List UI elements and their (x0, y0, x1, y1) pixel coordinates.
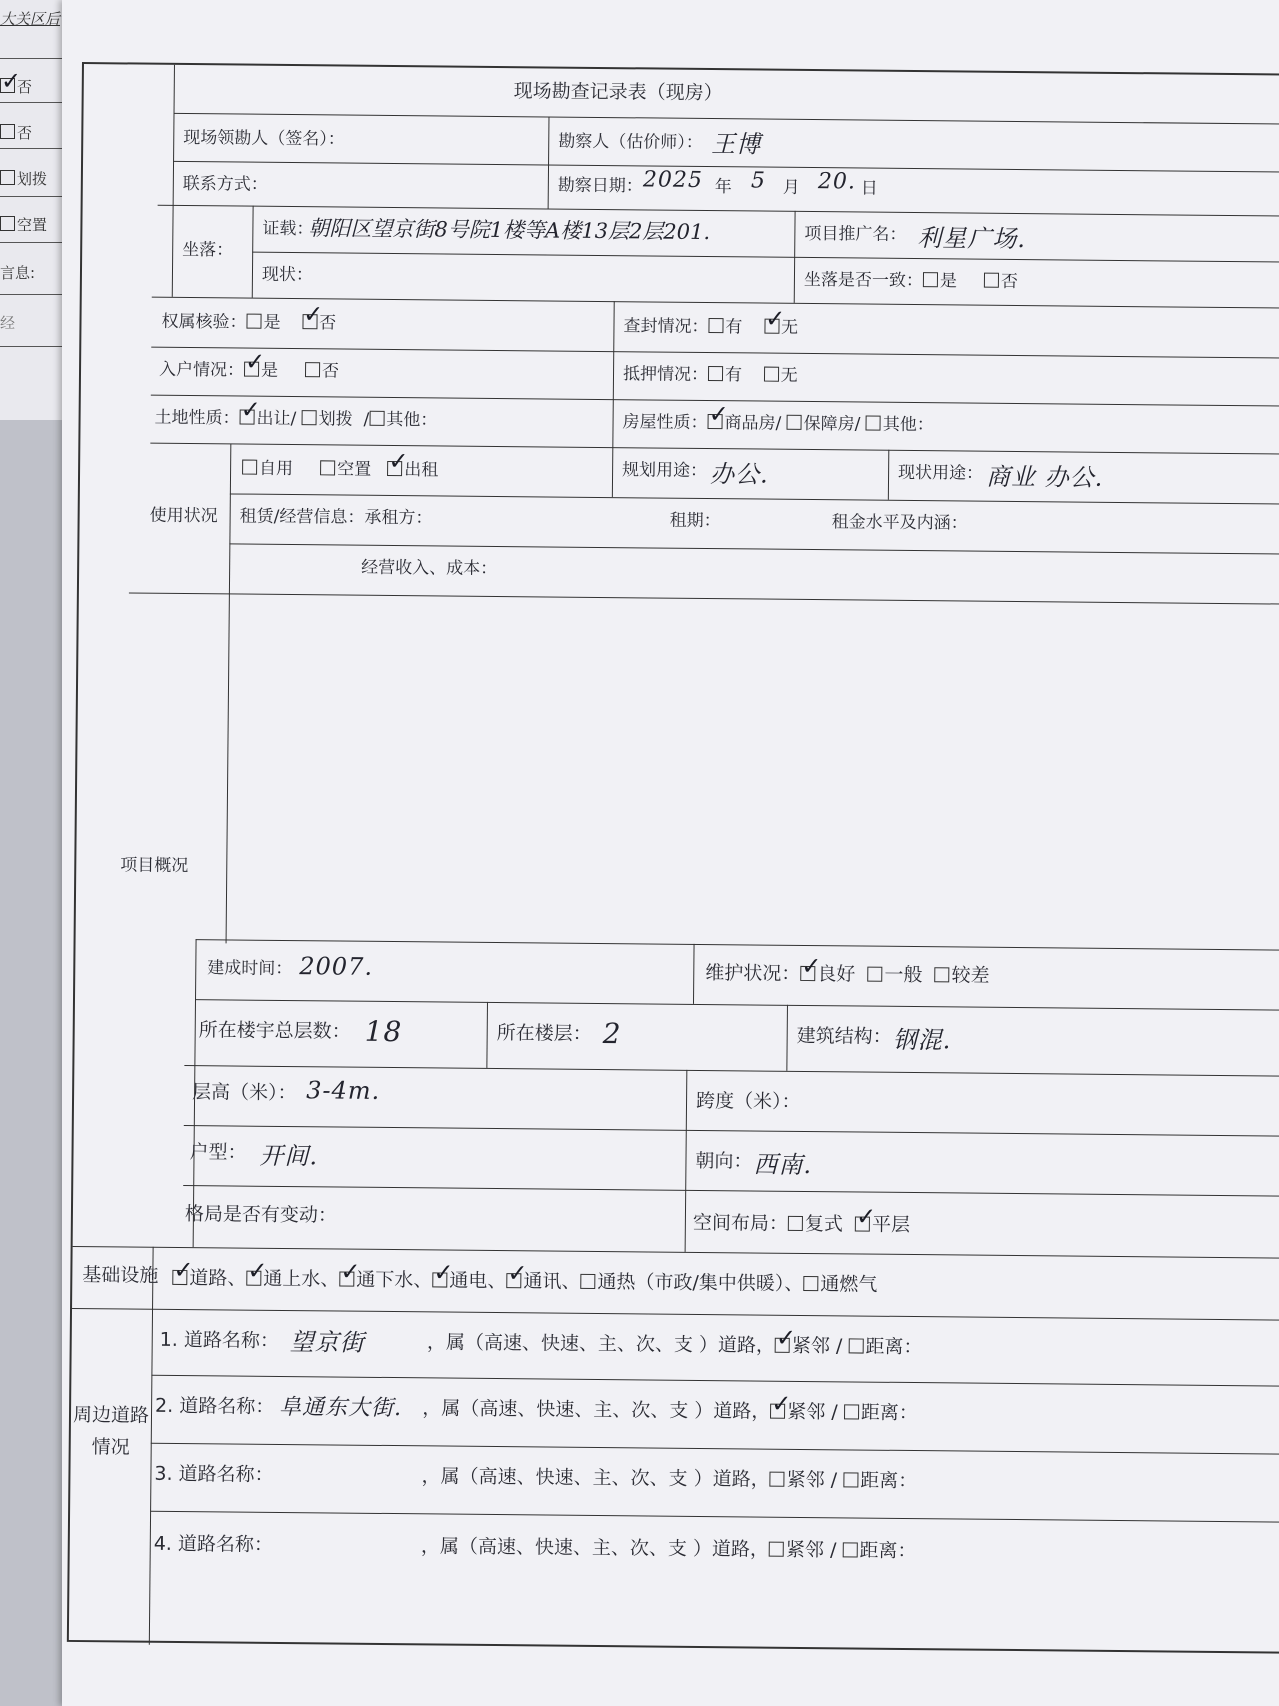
project-name: 利星广场. (917, 224, 1027, 254)
form-title: 现场勘查记录表（现房） (513, 80, 723, 105)
total-floors: 18 (364, 1014, 403, 1049)
cert-address: 朝阳区望京街8号院1楼等A楼13层2层201. (308, 216, 711, 245)
span-label: 跨度（米）： (695, 1089, 801, 1113)
entry-status: 入户情况：✓ 是 否 (159, 359, 339, 383)
income-cost-label: 经营收入、成本： (361, 557, 498, 580)
underlay-row: 空置 (0, 214, 47, 235)
divider (0, 58, 70, 59)
divider (0, 346, 70, 347)
current-use: 商业 办公. (985, 462, 1104, 492)
layout-change-label: 格局是否有变动： (184, 1203, 338, 1227)
space-layout: 空间布局： 复式 ✓ 平层 (693, 1212, 910, 1236)
project-name-label: 项目推广名： (804, 223, 907, 245)
planned-use: 办公. (709, 460, 769, 489)
surveyor-label: 勘察人（估价师）： (558, 131, 703, 153)
floor-label: 所在楼层： (496, 1022, 592, 1045)
divider (0, 196, 70, 197)
survey-form (67, 62, 1279, 1654)
underlay-row: 言息: (0, 264, 36, 282)
roads-label-1: 周边道路 (72, 1403, 150, 1427)
current-location-label: 现状： (261, 264, 314, 286)
floor-height: 3-4m. (306, 1076, 381, 1105)
planned-use-label: 规划用途： (622, 460, 708, 482)
roads-label-2: 情况 (91, 1436, 130, 1459)
survey-date: 勘察日期： (557, 175, 643, 197)
current-use-label: 现状用途： (897, 462, 984, 484)
maintenance-status: 维护状况：✓ 良好 一般 较差 (705, 962, 989, 987)
lease-label: 租赁/经营信息：承租方： (239, 506, 433, 529)
underlay-row: 划拨 (0, 168, 47, 189)
road-row: 2. 道路名称： ，属（高速、快速、主、次、支 ）道路，✓ 紧邻 / 距离： (155, 1395, 918, 1424)
infrastructure-options: ✓ 道路、✓ 通上水、✓ 通下水、✓ 通电、✓ 通讯、 通热（市政/集中供暖）、 通燃气 (172, 1267, 877, 1296)
survey-date-year: 2025 (642, 167, 704, 193)
usage-label: 使用状况 (149, 505, 218, 527)
location-consistency: 坐落是否一致： 是 否 (803, 269, 1019, 292)
divider (0, 102, 70, 103)
survey-date-month-unit: 月 (782, 177, 800, 198)
form-paper (62, 0, 1279, 1706)
floor-height-label: 层高（米）： (192, 1081, 297, 1105)
project-overview-label: 项目概况 (120, 855, 189, 877)
divider (0, 294, 70, 295)
location-label: 坐落： (182, 239, 234, 261)
underlay-row: 否 (0, 122, 32, 143)
leader-label: 现场领勘人（签名）： (183, 127, 345, 150)
lease-term-label: 租期： (669, 510, 721, 532)
road-name: 阜通东大街. (278, 1394, 403, 1422)
road-row: 1. 道路名称： ，属（高速、快速、主、次、支 ）道路，✓ 紧邻 / 距离： (160, 1329, 923, 1358)
divider (0, 148, 70, 149)
survey-date-day-unit: 日 (860, 178, 878, 199)
underlay-header: 大关区后 (0, 10, 61, 28)
house-nature: 房屋性质：✓ 商品房/ 保障房/ 其他： (622, 411, 933, 436)
structure: 钢混. (892, 1025, 952, 1055)
land-nature: 土地性质：✓ 出让/ 划拨 / 其他： (154, 407, 437, 432)
cert-label: 证载： (262, 218, 314, 240)
survey-date-year-unit: 年 (714, 177, 732, 198)
survey-date-day: 20. (817, 169, 857, 195)
survey-date-month: 5 (750, 168, 767, 194)
mortgage-status: 抵押情况： 有 无 (622, 364, 798, 386)
built-year: 2007. (299, 952, 374, 981)
seizure-status: 查封情况： 有 ✓ 无 (623, 315, 798, 339)
total-floors-label: 所在楼宇总层数： (198, 1019, 351, 1043)
built-year-label: 建成时间： (207, 958, 293, 980)
divider (0, 242, 70, 243)
facing-label: 朝向： (695, 1149, 753, 1173)
facing: 西南. (753, 1150, 813, 1180)
road-row: 3. 道路名称： ，属（高速、快速、主、次、支 ）道路， 紧邻 / 距离： (154, 1462, 918, 1493)
infrastructure-label: 基础设施 (82, 1264, 159, 1287)
unit-layout: 开间. (259, 1141, 319, 1171)
unit-layout-label: 户型： (189, 1141, 247, 1164)
underlay-row: ✓否 (0, 76, 32, 97)
road-row: 4. 道路名称： ，属（高速、快速、主、次、支 ）道路， 紧邻 / 距离： (153, 1532, 917, 1563)
surveyor-signature: 王博 (711, 130, 762, 159)
underlay-row: 经 (0, 314, 16, 332)
road-name: 望京街 (289, 1328, 365, 1357)
floor: 2 (602, 1017, 622, 1051)
ownership-check: 权属核验： 是 ✓ 否 (161, 311, 336, 335)
structure-label: 建筑结构： (796, 1024, 892, 1048)
contact-label: 联系方式： (182, 173, 268, 195)
usage-options: 自用 空置 ✓ 出租 (242, 458, 438, 482)
rent-level-label: 租金水平及内涵： (831, 512, 968, 534)
